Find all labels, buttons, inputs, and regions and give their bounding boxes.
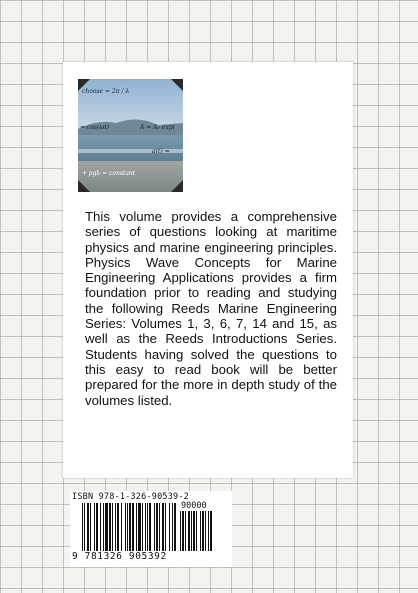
photo-corner-bottom-left — [78, 180, 90, 192]
price-code: 90000 — [181, 501, 207, 511]
equation-4: a(t) = — [152, 148, 170, 155]
seascape-photo — [78, 79, 183, 192]
photo-corner-bottom-right — [171, 180, 183, 192]
equation-1: choose = 2π / λ — [82, 88, 130, 95]
barcode-bars — [82, 503, 178, 551]
back-cover-panel — [63, 62, 353, 478]
equation-2: = cos(ωt) — [80, 124, 109, 131]
book-description: This volume provides a comprehensive series of questions looking at maritime physics and marine engineering principles. Physics Wave Concepts for Marine Engineering Applications provides a firm foundation prior to reading and studying the following Reeds Marine Engineering Series: Volumes 1, 3, 6, 7, 14 and 15, as well as the Reeds Introductions Series. Students having solved the questions to this easy to read book will be better prepared for the more in depth study of the volumes listed. — [85, 209, 337, 408]
cover-photo — [78, 79, 183, 192]
isbn-label: ISBN 978-1-326-90539-2 — [72, 492, 189, 502]
photo-corner-top-right — [171, 79, 183, 91]
photo-corner-top-left — [78, 79, 90, 91]
barcode-digits: 9 781326 905392 — [72, 551, 167, 562]
isbn-barcode — [70, 491, 232, 567]
equation-3: A = A₀ exp( — [140, 124, 175, 131]
equation-5: + ρgh = constant — [82, 170, 136, 177]
price-addon-bars — [180, 511, 226, 551]
